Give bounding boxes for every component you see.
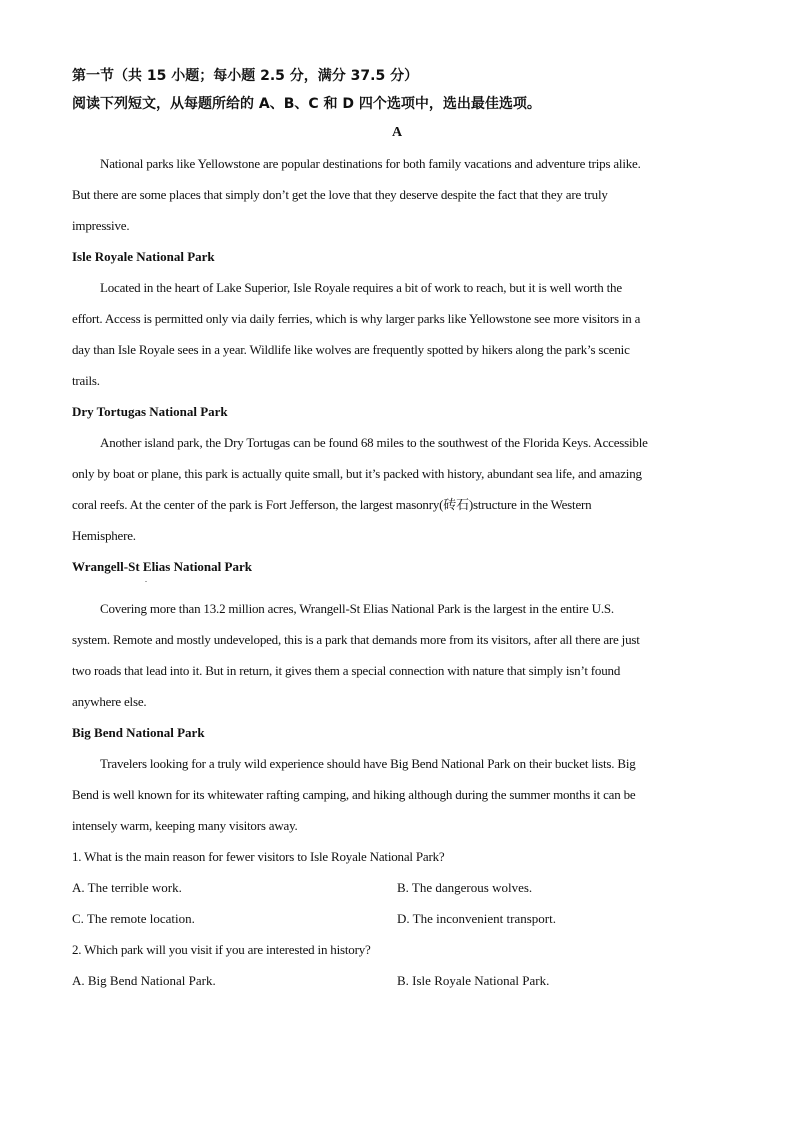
paragraph-line: intensely warm, keeping many visitors away. — [72, 818, 298, 833]
paragraph-line: system. Remote and mostly undeveloped, this is a park that demands more from its visitors, after all there are just — [72, 632, 640, 647]
paragraph-line: Bend is well known for its whitewater rafting camping, and hiking although during the summer months it can be — [72, 787, 636, 802]
paragraph-line: anywhere else. — [72, 694, 147, 709]
intro-paragraph — [72, 148, 722, 241]
park-section-isle-royale — [72, 241, 722, 396]
paragraph-line: trails. — [72, 373, 100, 388]
paragraph-line: Hemisphere. — [72, 528, 136, 543]
section-instructions: 阅读下列短文，从每题所给的 A、B、C 和 D 四个选项中，选出最佳选项。 — [72, 96, 541, 112]
exam-page — [72, 62, 722, 996]
option-c[interactable]: C. The remote location. — [72, 911, 195, 926]
passage-letter: A — [391, 125, 403, 140]
paragraph-line: Located in the heart of Lake Superior, Isle Royale requires a bit of work to reach, but it is well worth the — [100, 280, 622, 295]
park-section-wrangell — [72, 551, 722, 717]
section-title: 第一节（共 15 小题；每小题 2.5 分，满分 37.5 分） — [72, 68, 419, 84]
paragraph-line: day than Isle Royale sees in a year. Wildlife like wolves are frequently spotted by hikers along the park’s scenic — [72, 342, 630, 357]
paragraph-line: Covering more than 13.2 million acres, Wrangell-St Elias National Park is the largest in the entire U.S. — [100, 601, 614, 616]
park-heading: Dry Tortugas National Park — [72, 404, 228, 419]
park-heading: Isle Royale National Park — [72, 249, 215, 264]
paragraph-line: But there are some places that simply don’t get the love that they deserve despite the fact that they are truly — [72, 187, 608, 202]
option-a[interactable]: A. Big Bend National Park. — [72, 973, 216, 988]
paragraph-line: only by boat or plane, this park is actually quite small, but it’s packed with history, abundant sea life, and amazing — [72, 466, 642, 481]
option-b[interactable]: B. Isle Royale National Park. — [397, 973, 550, 988]
park-section-dry-tortugas — [72, 396, 722, 551]
paragraph-line: coral reefs. At the center of the park is Fort Jefferson, the largest masonry(砖石)structure in the Western — [72, 497, 592, 512]
question-2 — [72, 934, 722, 996]
paragraph-line: impressive. — [72, 218, 130, 233]
question-1 — [72, 841, 722, 934]
paragraph-line: effort. Access is permitted only via daily ferries, which is why larger parks like Yellowstone see more visitors in a — [72, 311, 641, 326]
option-d[interactable]: D. The inconvenient transport. — [397, 911, 556, 926]
paragraph-line: two roads that lead into it. But in return, it gives them a special connection with nature that simply isn’t found — [72, 663, 621, 678]
paragraph-line: National parks like Yellowstone are popular destinations for both family vacations and adventure trips alike. — [100, 156, 641, 171]
park-heading: Wrangell-St Elias National Park — [72, 559, 252, 574]
paragraph-line: Travelers looking for a truly wild experience should have Big Bend National Park on their bucket lists. Big — [100, 756, 636, 771]
stray-dot: . — [145, 575, 147, 584]
question-stem: 1. What is the main reason for fewer visitors to Isle Royale National Park? — [72, 849, 445, 864]
paragraph-line: Another island park, the Dry Tortugas can be found 68 miles to the southwest of the Florida Keys. Accessible — [100, 435, 648, 450]
question-stem: 2. Which park will you visit if you are interested in history? — [72, 942, 371, 957]
park-section-big-bend — [72, 717, 722, 841]
option-a[interactable]: A. The terrible work. — [72, 880, 182, 895]
option-b[interactable]: B. The dangerous wolves. — [397, 880, 533, 895]
park-heading: Big Bend National Park — [72, 725, 205, 740]
